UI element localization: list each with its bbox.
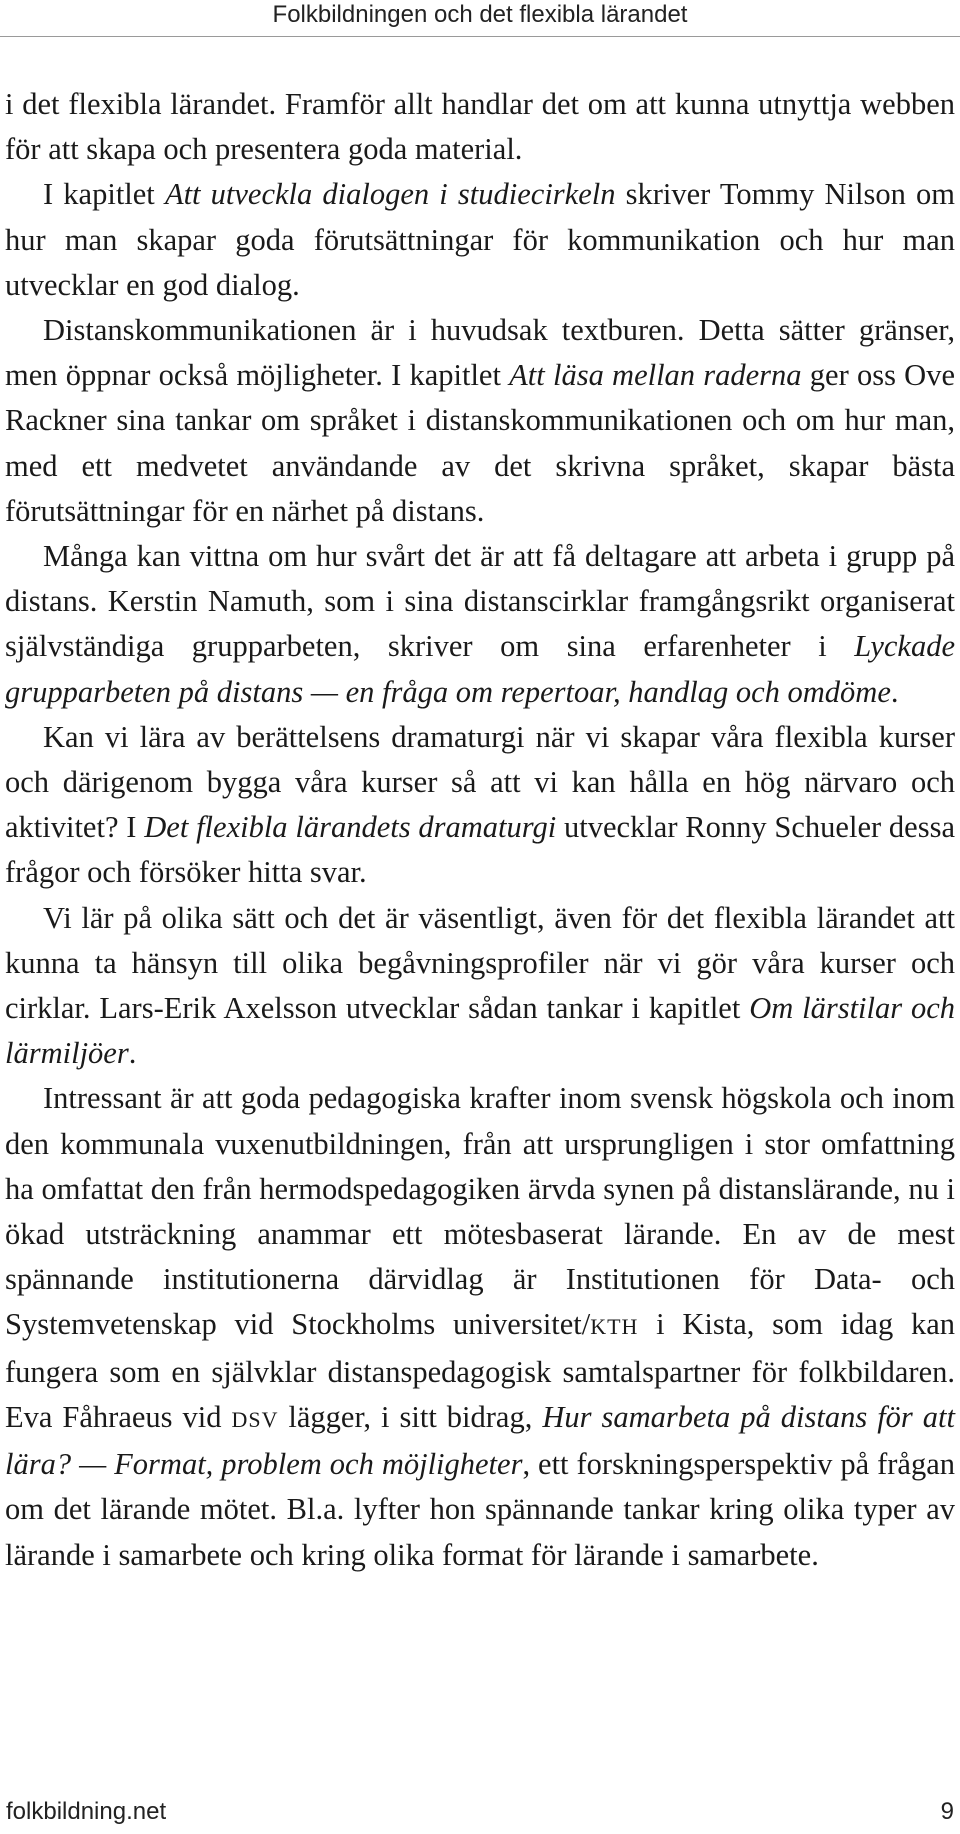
text-run: , ett forskningsperspektiv på frågan om det lärande mötet. Bl.a. lyfter hon spännande tankar kring olika typer av lärande i samarbete och kring olika format för lärande i samarbete. [5,1447,955,1572]
paragraph-grupparbeten [5,534,955,715]
paragraph-hogskola [5,1076,955,1577]
text-run: I kapitlet [43,177,165,212]
body-text [5,82,955,1578]
text-run: Många kan vittna om hur svårt det är att få deltagare att arbeta i grupp på distans. Kerstin Namuth, som i sina distanscirklar framgångsrikt organiserat självständiga grupparbeten, skriver om sina erfarenheter i [5,539,955,664]
page-number: 9 [940,1798,954,1825]
text-run: Intressant är att goda pedagogiska krafter inom svensk högskola och inom den kommunala vuxenutbildningen, från att ursprungligen i stor omfattning ha omfattat den från hermodspedagogiken ärvda synen på distanslärande, nu i ökad utsträckning anammar ett mötesbaserat lärande. En av de mest spännande institutionerna därvidlag är Institutionen för Data- och Systemvetenskap vid Stockholms universitet/ [5,1081,955,1342]
chapter-title: Det flexibla lärandets dramaturgi [144,810,557,845]
text-run: skriver Tommy Nilson om hur man skapar goda förutsättningar för kommunikation och hur man utvecklar en god dialog. [5,177,955,302]
text-run: . [128,1036,137,1071]
paragraph-dialogen [5,172,955,308]
text-run: Kan vi lära av berättelsens dramaturgi när vi skapar våra flexibla kurser och därigenom bygga våra kurser så att vi kan hålla en hög närvaro och aktivitet? I [5,719,955,845]
text-run: i det flexibla lärandet. Framför allt handlar det om att kunna utnyttja webben för att skapa och presentera goda material. [5,87,955,167]
small-caps-abbreviation: KTH [590,1314,639,1340]
text-run: lägger, i sitt bidrag, [278,1399,543,1434]
chapter-title: Hur samarbeta på distans för att lära? — Format, problem och möjligheter [5,1399,955,1482]
text-run: . [890,674,899,709]
text-run: i Kista, som idag kan fungera som en självklar distanspedagogisk samtalspartner för folkbildaren. Eva Fåhraeus vid [5,1307,956,1434]
footer-site: folkbildning.net [6,1798,167,1825]
text-run: utvecklar Ronny Schueler dessa frågor och försöker hitta svar. [5,810,955,890]
small-caps-abbreviation: DSV [231,1406,279,1432]
running-header: Folkbildningen och det flexibla lärandet [272,1,688,28]
text-run: Distanskommunikationen är i huvudsak textburen. Detta sätter gränser, men öppnar också möjligheter. I kapitlet [5,313,955,393]
chapter-title: Lyckade grupparbeten på distans — en fråga om repertoar, handlag och omdöme [5,629,955,709]
text-run: ger oss Ove Rackner sina tankar om språket i distanskommunikationen och om hur man, med ett medvetet användande av det skrivna språket, skapar bästa förutsättningar för en närhet på distans. [5,358,955,528]
chapter-title: Att läsa mellan raderna [509,358,802,393]
paragraph-larstilar [5,896,955,1077]
paragraph-dramaturgi [5,715,955,896]
chapter-title: Att utveckla dialogen i studiecirkeln [164,177,616,212]
text-run: Vi lär på olika sätt och det är väsentligt, även för det flexibla lärandet att kunna ta hänsyn till olika begåvningsprofiler när vi gör våra kurser och cirklar. Lars-Erik Axelsson utvecklar sådan tankar i kapitlet [5,900,955,1026]
paragraph-continuation [5,82,955,172]
chapter-title: Om lärstilar och lärmiljöer [5,991,956,1071]
paragraph-distanskommunikation [5,308,955,534]
header-rule [0,36,960,37]
